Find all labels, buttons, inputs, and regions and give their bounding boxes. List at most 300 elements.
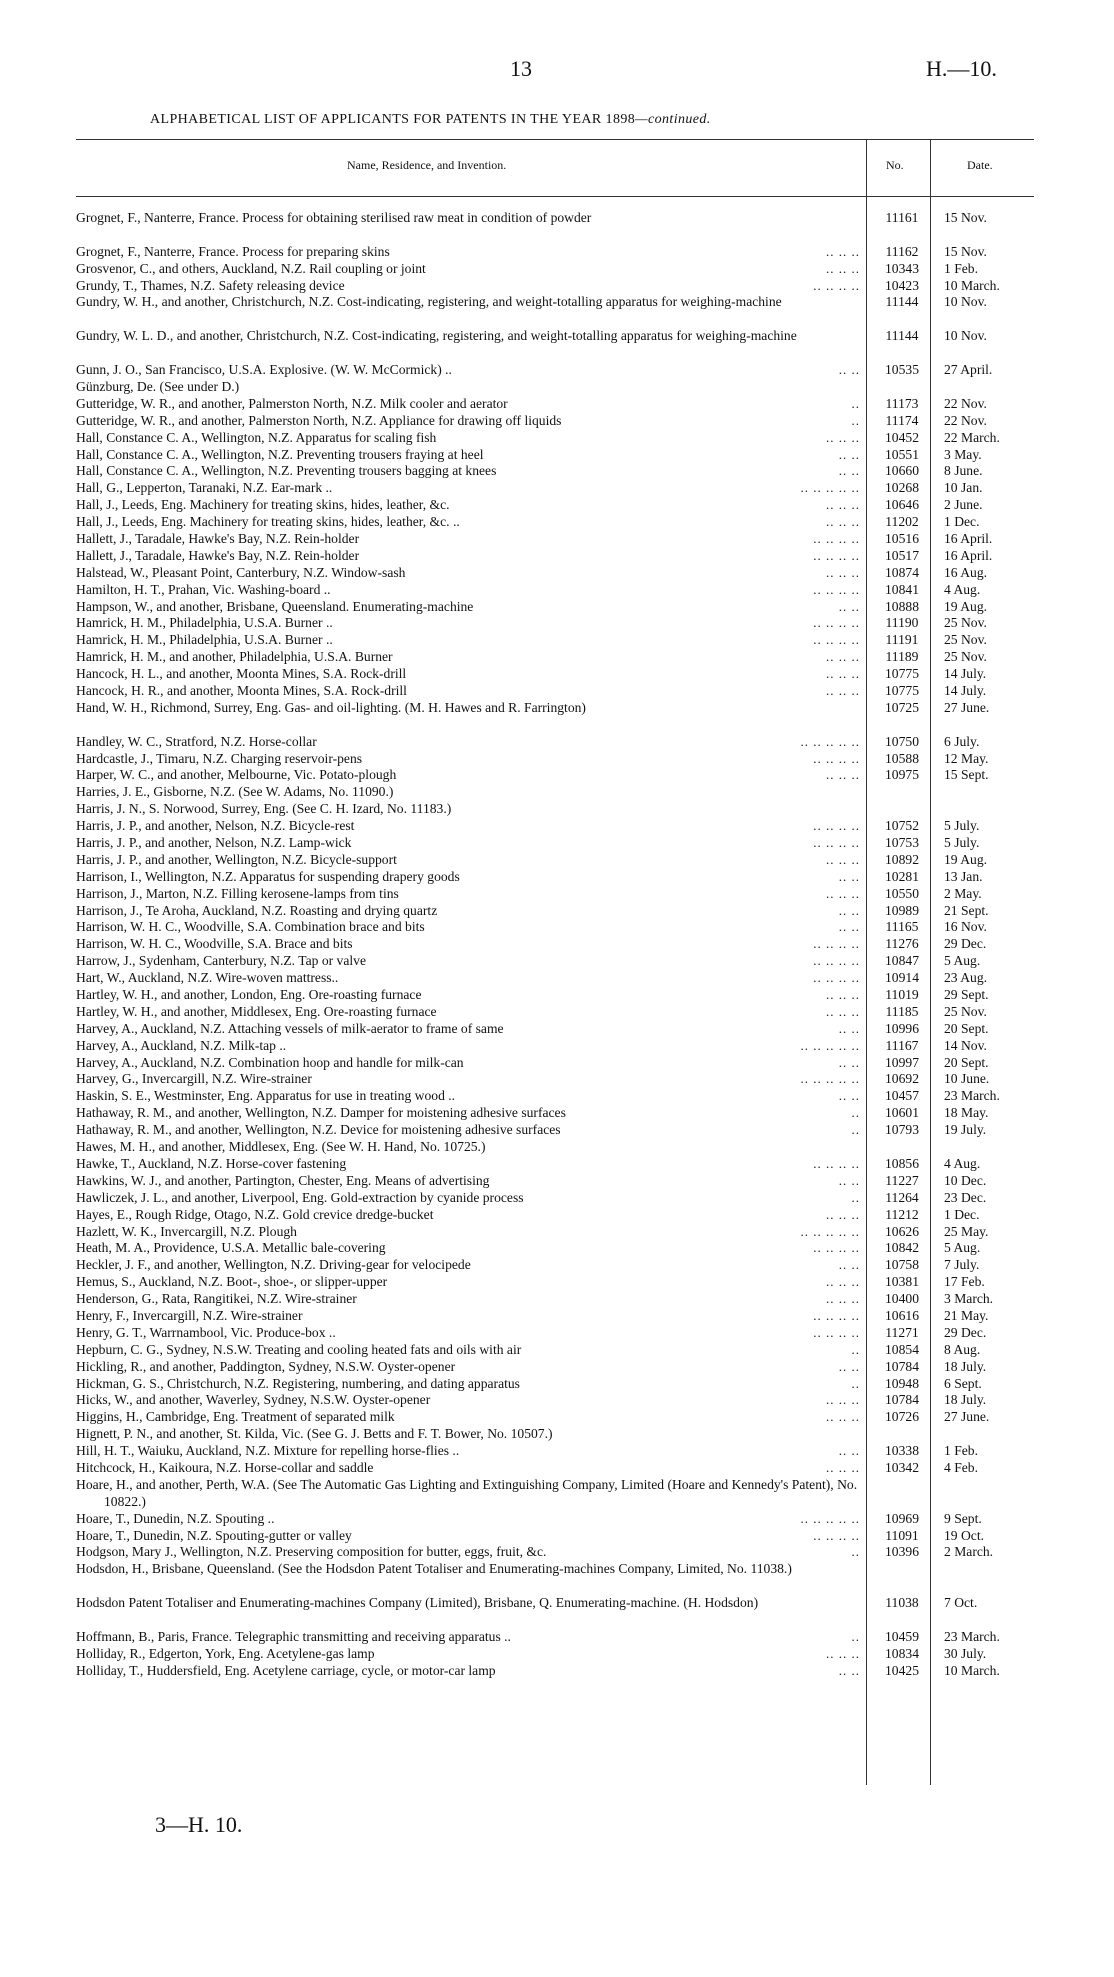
- patent-number: 10452: [885, 429, 919, 445]
- patent-number: 11174: [885, 412, 919, 428]
- leader-dots: .. ..: [838, 1443, 860, 1459]
- patent-number: 10948: [885, 1375, 919, 1391]
- leader-dots: .. .. .. .. ..: [800, 1037, 860, 1053]
- applicant-entry: Hodsdon, H., Brisbane, Queensland. (See the Hodsdon Patent Totaliser and Enumerating-machines Company, Limited, No. 11038.): [76, 1561, 792, 1577]
- patent-number: 10784: [885, 1392, 919, 1408]
- patent-number: 10834: [885, 1645, 919, 1661]
- table-row: [0, 1021, 1114, 1038]
- leader-dots: .. ..: [838, 1172, 860, 1188]
- applicant-entry: Harris, J. P., and another, Wellington, N.Z. Bicycle-support: [76, 851, 397, 867]
- column-header-date: Date.: [967, 158, 993, 172]
- patent-date: 29 Dec.: [944, 1324, 987, 1340]
- patent-number: 10400: [885, 1291, 919, 1307]
- patent-number: 11191: [885, 632, 919, 648]
- leader-dots: .. ..: [838, 868, 860, 884]
- patent-date: 4 Aug.: [944, 581, 981, 597]
- patent-number: 10975: [885, 767, 919, 783]
- page-title-text: ALPHABETICAL LIST OF APPLICANTS FOR PATENTS IN THE YEAR 1898: [150, 112, 636, 127]
- footer-signature: 3—H. 10.: [155, 1812, 243, 1837]
- patent-number: 11162: [885, 243, 919, 259]
- leader-dots: .. .. .. ..: [813, 835, 860, 851]
- table-row: [0, 1004, 1114, 1021]
- table-row: [0, 1240, 1114, 1257]
- patent-date: 2 May.: [944, 885, 982, 901]
- leader-dots: .. .. .. ..: [813, 1307, 860, 1323]
- patent-number: 10726: [885, 1409, 919, 1425]
- page-number: 13: [510, 56, 532, 81]
- applicant-entry: Hancock, H. R., and another, Moonta Mines, S.A. Rock-drill: [76, 682, 407, 698]
- patent-date: 15 Nov.: [944, 243, 987, 259]
- patent-number: 11038: [885, 1595, 919, 1611]
- patent-date: 10 Dec.: [944, 1172, 987, 1188]
- table-row: [0, 1595, 1114, 1629]
- table-row: [0, 565, 1114, 582]
- patent-date: 10 Nov.: [944, 328, 987, 344]
- patent-date: 5 July.: [944, 818, 980, 834]
- patent-number: 10343: [885, 260, 919, 276]
- patent-number: 11264: [885, 1189, 919, 1205]
- patent-date: 4 Aug.: [944, 1155, 981, 1171]
- table-row: [0, 632, 1114, 649]
- leader-dots: ..: [851, 1375, 860, 1391]
- applicant-entry: Harris, J. N., S. Norwood, Surrey, Eng. (See C. H. Izard, No. 11183.): [76, 801, 452, 817]
- leader-dots: ..: [851, 1189, 860, 1205]
- patent-date: 22 March.: [944, 429, 1000, 445]
- applicant-entry: Hall, Constance C. A., Wellington, N.Z. Preventing trousers fraying at heel: [76, 446, 484, 462]
- patent-date: 25 Nov.: [944, 632, 987, 648]
- table-row: [0, 1071, 1114, 1088]
- patent-date: 14 Nov.: [944, 1037, 987, 1053]
- table-row: [0, 1359, 1114, 1376]
- table-row: [0, 751, 1114, 768]
- patent-date: 16 April.: [944, 547, 993, 563]
- applicant-entry: Hand, W. H., Richmond, Surrey, Eng. Gas- and oil-lighting. (M. H. Hawes and R. Farrington): [76, 699, 586, 715]
- patent-number: 10856: [885, 1155, 919, 1171]
- applicant-entry: Hoffmann, B., Paris, France. Telegraphic transmitting and receiving apparatus ..: [76, 1628, 511, 1644]
- leader-dots: .. ..: [838, 446, 860, 462]
- table-row: [0, 1190, 1114, 1207]
- table-row: [0, 480, 1114, 497]
- table-row: [0, 1392, 1114, 1409]
- leader-dots: .. .. ..: [826, 987, 860, 1003]
- applicant-entry: Harries, J. E., Gisborne, N.Z. (See W. Adams, No. 11090.): [76, 784, 394, 800]
- patent-date: 22 Nov.: [944, 395, 987, 411]
- patent-number: 10914: [885, 970, 919, 986]
- patent-date: 8 Aug.: [944, 1341, 981, 1357]
- patent-date: 20 Sept.: [944, 1054, 989, 1070]
- patent-date: 19 Aug.: [944, 851, 988, 867]
- applicant-entry: Henry, G. T., Warrnambool, Vic. Produce-box ..: [76, 1324, 336, 1340]
- applicant-entry: Hamrick, H. M., Philadelphia, U.S.A. Burner ..: [76, 632, 333, 648]
- leader-dots: .. .. ..: [826, 649, 860, 665]
- applicant-entry: Hampson, W., and another, Brisbane, Queensland. Enumerating-machine: [76, 598, 474, 614]
- leader-dots: .. ..: [838, 1088, 860, 1104]
- applicant-entry: Hart, W., Auckland, N.Z. Wire-woven mattress..: [76, 970, 339, 986]
- table-row: [0, 1257, 1114, 1274]
- patent-number: 10517: [885, 547, 919, 563]
- table-row: [0, 261, 1114, 278]
- table-row: [0, 903, 1114, 920]
- patent-number: 10550: [885, 885, 919, 901]
- patent-number: 10381: [885, 1274, 919, 1290]
- leader-dots: .. .. .. ..: [813, 818, 860, 834]
- patent-number: 11144: [885, 294, 919, 310]
- patent-date: 6 July.: [944, 733, 980, 749]
- patent-number: 10989: [885, 902, 919, 918]
- patent-number: 11161: [885, 210, 919, 225]
- table-row: [0, 548, 1114, 565]
- table-row: [0, 413, 1114, 430]
- patent-date: 27 June.: [944, 699, 990, 715]
- table-row: [0, 615, 1114, 632]
- patent-date: 15 Nov.: [944, 210, 987, 225]
- patent-number: 10842: [885, 1240, 919, 1256]
- applicant-list: [0, 210, 1114, 1680]
- patent-number: 11189: [885, 649, 919, 665]
- patent-date: 7 July.: [944, 1257, 980, 1273]
- table-row: [0, 1646, 1114, 1663]
- table-row: [0, 582, 1114, 599]
- patent-number: 11227: [885, 1172, 919, 1188]
- table-row: [0, 1443, 1114, 1460]
- patent-number: 11212: [885, 1206, 919, 1222]
- leader-dots: .. .. ..: [826, 885, 860, 901]
- patent-date: 10 Nov.: [944, 294, 987, 310]
- applicant-entry: Gundry, W. H., and another, Christchurch, N.Z. Cost-indicating, registering, and weight-totalling apparatus for weighing-machine: [76, 294, 782, 310]
- patent-date: 16 April.: [944, 530, 993, 546]
- patent-date: 10 Jan.: [944, 480, 983, 496]
- applicant-entry: Hallett, J., Taradale, Hawke's Bay, N.Z. Rein-holder: [76, 547, 360, 563]
- table-row: [0, 430, 1114, 447]
- applicant-entry: Gunn, J. O., San Francisco, U.S.A. Explosive. (W. W. McCormick) ..: [76, 362, 452, 378]
- patent-date: 2 March.: [944, 1544, 994, 1560]
- patent-date: 19 Oct.: [944, 1527, 985, 1543]
- table-row: [0, 784, 1114, 801]
- patent-number: 10997: [885, 1054, 919, 1070]
- applicant-entry: Hawke, T., Auckland, N.Z. Horse-cover fastening: [76, 1155, 347, 1171]
- patent-date: 25 May.: [944, 1223, 989, 1239]
- patent-number: 10784: [885, 1358, 919, 1374]
- patent-number: 10847: [885, 953, 919, 969]
- table-row: [0, 1055, 1114, 1072]
- table-row: [0, 1274, 1114, 1291]
- patent-date: 29 Sept.: [944, 987, 989, 1003]
- patent-date: 27 April.: [944, 362, 993, 378]
- patent-number: 10423: [885, 277, 919, 293]
- leader-dots: .. .. ..: [826, 1274, 860, 1290]
- patent-date: 6 Sept.: [944, 1375, 982, 1391]
- applicant-entry: Hamrick, H. M., Philadelphia, U.S.A. Burner ..: [76, 615, 333, 631]
- patent-date: 4 Feb.: [944, 1459, 978, 1475]
- applicant-entry: Hathaway, R. M., and another, Wellington, N.Z. Device for moistening adhesive surfaces: [76, 1122, 561, 1138]
- applicant-entry: Günzburg, De. (See under D.): [76, 378, 240, 394]
- applicant-entry: Hazlett, W. K., Invercargill, N.Z. Plough: [76, 1223, 297, 1239]
- table-row: [0, 987, 1114, 1004]
- patent-date: 29 Dec.: [944, 936, 987, 952]
- table-row: [0, 1663, 1114, 1680]
- patent-date: 23 March.: [944, 1628, 1000, 1644]
- table-row: [0, 1105, 1114, 1122]
- applicant-entry: Harris, J. P., and another, Nelson, N.Z. Bicycle-rest: [76, 818, 355, 834]
- applicant-entry: Hill, H. T., Waiuku, Auckland, N.Z. Mixture for repelling horse-flies ..: [76, 1443, 460, 1459]
- patent-number: 11019: [885, 987, 919, 1003]
- page-title-suffix: —continued.: [635, 112, 711, 127]
- table-row: [0, 328, 1114, 362]
- table-row: [0, 497, 1114, 514]
- table-row: [0, 700, 1114, 734]
- leader-dots: .. .. ..: [826, 1409, 860, 1425]
- table-row: [0, 666, 1114, 683]
- applicant-entry: Hartley, W. H., and another, Middlesex, Eng. Ore-roasting furnace: [76, 1003, 437, 1019]
- leader-dots: ..: [851, 395, 860, 411]
- leader-dots: ..: [851, 1122, 860, 1138]
- applicant-entry: Hawkins, W. J., and another, Partington, Chester, Eng. Means of advertising: [76, 1172, 490, 1188]
- applicant-entry: Harrison, J., Marton, N.Z. Filling kerosene-lamps from tins: [76, 885, 399, 901]
- applicant-entry: Hignett, P. N., and another, St. Kilda, Vic. (See G. J. Betts and F. T. Bower, No. 10507.): [76, 1426, 553, 1442]
- leader-dots: .. .. .. ..: [813, 632, 860, 648]
- applicant-entry: Hickman, G. S., Christchurch, N.Z. Registering, numbering, and dating apparatus: [76, 1375, 520, 1391]
- patent-date: 8 June.: [944, 463, 983, 479]
- table-row: [0, 1207, 1114, 1224]
- applicant-entry: Hall, J., Leeds, Eng. Machinery for treating skins, hides, leather, &c.: [76, 497, 450, 513]
- leader-dots: .. .. .. ..: [813, 1324, 860, 1340]
- applicant-entry: Haskin, S. E., Westminster, Eng. Apparatus for use in treating wood ..: [76, 1088, 456, 1104]
- table-row: [0, 683, 1114, 700]
- table-row: [0, 1629, 1114, 1646]
- applicant-entry: Hancock, H. L., and another, Moonta Mines, S.A. Rock-drill: [76, 666, 407, 682]
- patent-date: 7 Oct.: [944, 1595, 978, 1611]
- applicant-entry: Grognet, F., Nanterre, France. Process for preparing skins: [76, 243, 390, 259]
- patent-date: 14 July.: [944, 682, 987, 698]
- applicant-entry: Hardcastle, J., Timaru, N.Z. Charging reservoir-pens: [76, 750, 363, 766]
- leader-dots: ..: [851, 1105, 860, 1121]
- patent-date: 5 Aug.: [944, 1240, 981, 1256]
- table-row: [0, 1342, 1114, 1359]
- leader-dots: .. ..: [838, 919, 860, 935]
- leader-dots: .. .. ..: [826, 1291, 860, 1307]
- patent-number: 11271: [885, 1324, 919, 1340]
- patent-date: 20 Sept.: [944, 1020, 989, 1036]
- patent-date: 3 March.: [944, 1291, 994, 1307]
- leader-dots: .. .. .. ..: [813, 936, 860, 952]
- patent-date: 17 Feb.: [944, 1274, 985, 1290]
- patent-date: 10 June.: [944, 1071, 990, 1087]
- patent-number: 10396: [885, 1544, 919, 1560]
- table-row: [0, 936, 1114, 953]
- leader-dots: .. .. ..: [826, 1459, 860, 1475]
- patent-date: 3 May.: [944, 446, 982, 462]
- patent-number: 10516: [885, 530, 919, 546]
- table-row: [0, 835, 1114, 852]
- leader-dots: .. .. .. ..: [813, 277, 860, 293]
- patent-date: 19 July.: [944, 1122, 987, 1138]
- applicant-entry: Harris, J. P., and another, Nelson, N.Z. Lamp-wick: [76, 835, 352, 851]
- leader-dots: .. .. .. ..: [813, 530, 860, 546]
- patent-number: 10588: [885, 750, 919, 766]
- leader-dots: .. .. ..: [826, 1392, 860, 1408]
- applicant-entry: Henderson, G., Rata, Rangitikei, N.Z. Wire-strainer: [76, 1291, 357, 1307]
- table-row: [0, 379, 1114, 396]
- leader-dots: ..: [851, 1341, 860, 1357]
- leader-dots: .. ..: [838, 902, 860, 918]
- patent-number: 10892: [885, 851, 919, 867]
- patent-date: 1 Dec.: [944, 514, 980, 530]
- patent-date: 14 July.: [944, 666, 987, 682]
- leader-dots: .. .. ..: [826, 243, 860, 259]
- applicant-entry: Grosvenor, C., and others, Auckland, N.Z. Rail coupling or joint: [76, 260, 426, 276]
- leader-dots: .. .. ..: [826, 682, 860, 698]
- patent-date: 25 Nov.: [944, 1003, 987, 1019]
- table-row: [0, 1122, 1114, 1139]
- patent-date: 16 Aug.: [944, 564, 988, 580]
- leader-dots: .. .. .. ..: [813, 1155, 860, 1171]
- patent-number: 10692: [885, 1071, 919, 1087]
- leader-dots: .. .. .. .. ..: [800, 1223, 860, 1239]
- applicant-entry: Hartley, W. H., and another, London, Eng. Ore-roasting furnace: [76, 987, 422, 1003]
- table-row: [0, 1528, 1114, 1545]
- table-row: [0, 970, 1114, 987]
- applicant-entry: Hall, Constance C. A., Wellington, N.Z. Apparatus for scaling fish: [76, 429, 437, 445]
- table-row: [0, 1511, 1114, 1528]
- table-row: [0, 1460, 1114, 1477]
- applicant-entry: Harvey, A., Auckland, N.Z. Milk-tap ..: [76, 1037, 287, 1053]
- leader-dots: .. .. .. ..: [813, 953, 860, 969]
- patent-number: 10338: [885, 1443, 919, 1459]
- applicant-entry: Hodsdon Patent Totaliser and Enumerating-machines Company (Limited), Brisbane, Q. Enumerating-machine. (H. Hodsdon): [76, 1595, 759, 1611]
- page-reference: H.—10.: [926, 56, 997, 81]
- patent-date: 1 Feb.: [944, 1443, 978, 1459]
- applicant-entry: Hamilton, H. T., Prahan, Vic. Washing-board ..: [76, 581, 331, 597]
- leader-dots: .. .. ..: [826, 1645, 860, 1661]
- table-row: [0, 396, 1114, 413]
- leader-dots: ..: [851, 1544, 860, 1560]
- patent-number: 10281: [885, 868, 919, 884]
- table-row: [0, 886, 1114, 903]
- applicant-entry: Halstead, W., Pleasant Point, Canterbury, N.Z. Window-sash: [76, 564, 406, 580]
- table-header-rule: [76, 196, 1034, 197]
- applicant-entry: Hayes, E., Rough Ridge, Otago, N.Z. Gold crevice dredge-bucket: [76, 1206, 434, 1222]
- applicant-entry: Hickling, R., and another, Paddington, Sydney, N.S.W. Oyster-opener: [76, 1358, 456, 1374]
- patent-date: 5 July.: [944, 835, 980, 851]
- patent-number: 10996: [885, 1020, 919, 1036]
- patent-number: 10750: [885, 733, 919, 749]
- patent-number: 10425: [885, 1662, 919, 1678]
- patent-number: 10775: [885, 682, 919, 698]
- applicant-entry: Hepburn, C. G., Sydney, N.S.W. Treating and cooling heated fats and oils with air: [76, 1341, 522, 1357]
- table-row: [0, 1409, 1114, 1426]
- patent-date: 23 March.: [944, 1088, 1000, 1104]
- applicant-entry: Gutteridge, W. R., and another, Palmerston North, N.Z. Appliance for drawing off liquids: [76, 412, 562, 428]
- table-row: [0, 531, 1114, 548]
- patent-number: 11190: [885, 615, 919, 631]
- leader-dots: .. .. ..: [826, 514, 860, 530]
- applicant-entry: Hoare, T., Dunedin, N.Z. Spouting-gutter or valley: [76, 1527, 352, 1543]
- table-top-rule: [76, 139, 1034, 140]
- patent-number: 10753: [885, 835, 919, 851]
- table-row: [0, 1156, 1114, 1173]
- leader-dots: .. ..: [838, 1257, 860, 1273]
- applicant-entry: Heath, M. A., Providence, U.S.A. Metallic bale-covering: [76, 1240, 386, 1256]
- leader-dots: .. .. .. ..: [813, 615, 860, 631]
- table-row: [0, 852, 1114, 869]
- applicant-entry: Harrison, W. H. C., Woodville, S.A. Combination brace and bits: [76, 919, 425, 935]
- applicant-entry: Hallett, J., Taradale, Hawke's Bay, N.Z. Rein-holder: [76, 530, 360, 546]
- patent-date: 21 Sept.: [944, 902, 989, 918]
- leader-dots: .. ..: [838, 598, 860, 614]
- leader-dots: .. .. ..: [826, 429, 860, 445]
- applicant-entry: Gutteridge, W. R., and another, Palmerston North, N.Z. Milk cooler and aerator: [76, 395, 508, 411]
- patent-date: 18 May.: [944, 1105, 989, 1121]
- leader-dots: .. .. .. .. ..: [800, 1071, 860, 1087]
- applicant-entry: Hamrick, H. M., and another, Philadelphia, U.S.A. Burner: [76, 649, 393, 665]
- table-row: [0, 463, 1114, 480]
- applicant-entry: Gundry, W. L. D., and another, Christchurch, N.Z. Cost-indicating, registering, and weight-totalling apparatus for weighing-machine: [76, 328, 797, 344]
- patent-number: 10535: [885, 362, 919, 378]
- patent-number: 10660: [885, 463, 919, 479]
- patent-date: 5 Aug.: [944, 953, 981, 969]
- leader-dots: .. .. .. ..: [813, 970, 860, 986]
- leader-dots: .. .. ..: [826, 666, 860, 682]
- table-row: [0, 869, 1114, 886]
- leader-dots: .. .. .. .. ..: [800, 1510, 860, 1526]
- patent-date: 23 Dec.: [944, 1189, 987, 1205]
- patent-number: 10854: [885, 1341, 919, 1357]
- leader-dots: .. .. .. ..: [813, 750, 860, 766]
- table-row: [0, 1426, 1114, 1443]
- applicant-entry: Harrison, I., Wellington, N.Z. Apparatus for suspending drapery goods: [76, 868, 460, 884]
- applicant-entry: Hawliczek, J. L., and another, Liverpool, Eng. Gold-extraction by cyanide process: [76, 1189, 524, 1205]
- leader-dots: .. ..: [838, 1358, 860, 1374]
- patent-date: 10 March.: [944, 1662, 1000, 1678]
- leader-dots: .. .. ..: [826, 1003, 860, 1019]
- patent-number: 10888: [885, 598, 919, 614]
- patent-number: 10342: [885, 1459, 919, 1475]
- applicant-entry: Holliday, T., Huddersfield, Eng. Acetylene carriage, cycle, or motor-car lamp: [76, 1662, 496, 1678]
- patent-number: 11185: [885, 1003, 919, 1019]
- applicant-entry: Hoare, H., and another, Perth, W.A. (See The Automatic Gas Lighting and Extinguishing Company, Limited (Hoare and Kennedy's Patent), No. 10822.): [76, 1476, 858, 1509]
- applicant-entry: Hoare, T., Dunedin, N.Z. Spouting ..: [76, 1510, 275, 1526]
- applicant-entry: Hall, Constance C. A., Wellington, N.Z. Preventing trousers bagging at knees: [76, 463, 497, 479]
- applicant-entry: Harvey, A., Auckland, N.Z. Attaching vessels of milk-aerator to frame of same: [76, 1020, 504, 1036]
- leader-dots: .. .. ..: [826, 767, 860, 783]
- applicant-entry: Hicks, W., and another, Waverley, Sydney, N.S.W. Oyster-opener: [76, 1392, 431, 1408]
- leader-dots: ..: [851, 412, 860, 428]
- table-row: [0, 210, 1114, 244]
- table-row: [0, 599, 1114, 616]
- leader-dots: .. .. ..: [826, 260, 860, 276]
- applicant-entry: Hemus, S., Auckland, N.Z. Boot-, shoe-, or slipper-upper: [76, 1274, 388, 1290]
- leader-dots: .. .. .. ..: [813, 1527, 860, 1543]
- column-header-name: Name, Residence, and Invention.: [347, 158, 507, 172]
- patent-number: 10725: [885, 699, 919, 715]
- applicant-entry: Hawes, M. H., and another, Middlesex, Eng. (See W. H. Hand, No. 10725.): [76, 1139, 486, 1155]
- patent-date: 18 July.: [944, 1358, 987, 1374]
- table-row: [0, 244, 1114, 261]
- column-header-no: No.: [886, 158, 904, 172]
- patent-number: 10841: [885, 581, 919, 597]
- applicant-entry: Hall, J., Leeds, Eng. Machinery for treating skins, hides, leather, &c. ..: [76, 514, 460, 530]
- leader-dots: ..: [851, 1628, 860, 1644]
- table-row: [0, 1173, 1114, 1190]
- patent-date: 18 July.: [944, 1392, 987, 1408]
- leader-dots: .. .. ..: [826, 564, 860, 580]
- patent-number: 10758: [885, 1257, 919, 1273]
- leader-dots: .. .. .. .. ..: [800, 733, 860, 749]
- applicant-entry: Hitchcock, H., Kaikoura, N.Z. Horse-collar and saddle: [76, 1459, 374, 1475]
- table-row: [0, 294, 1114, 328]
- table-row: [0, 1291, 1114, 1308]
- patent-number: 10793: [885, 1122, 919, 1138]
